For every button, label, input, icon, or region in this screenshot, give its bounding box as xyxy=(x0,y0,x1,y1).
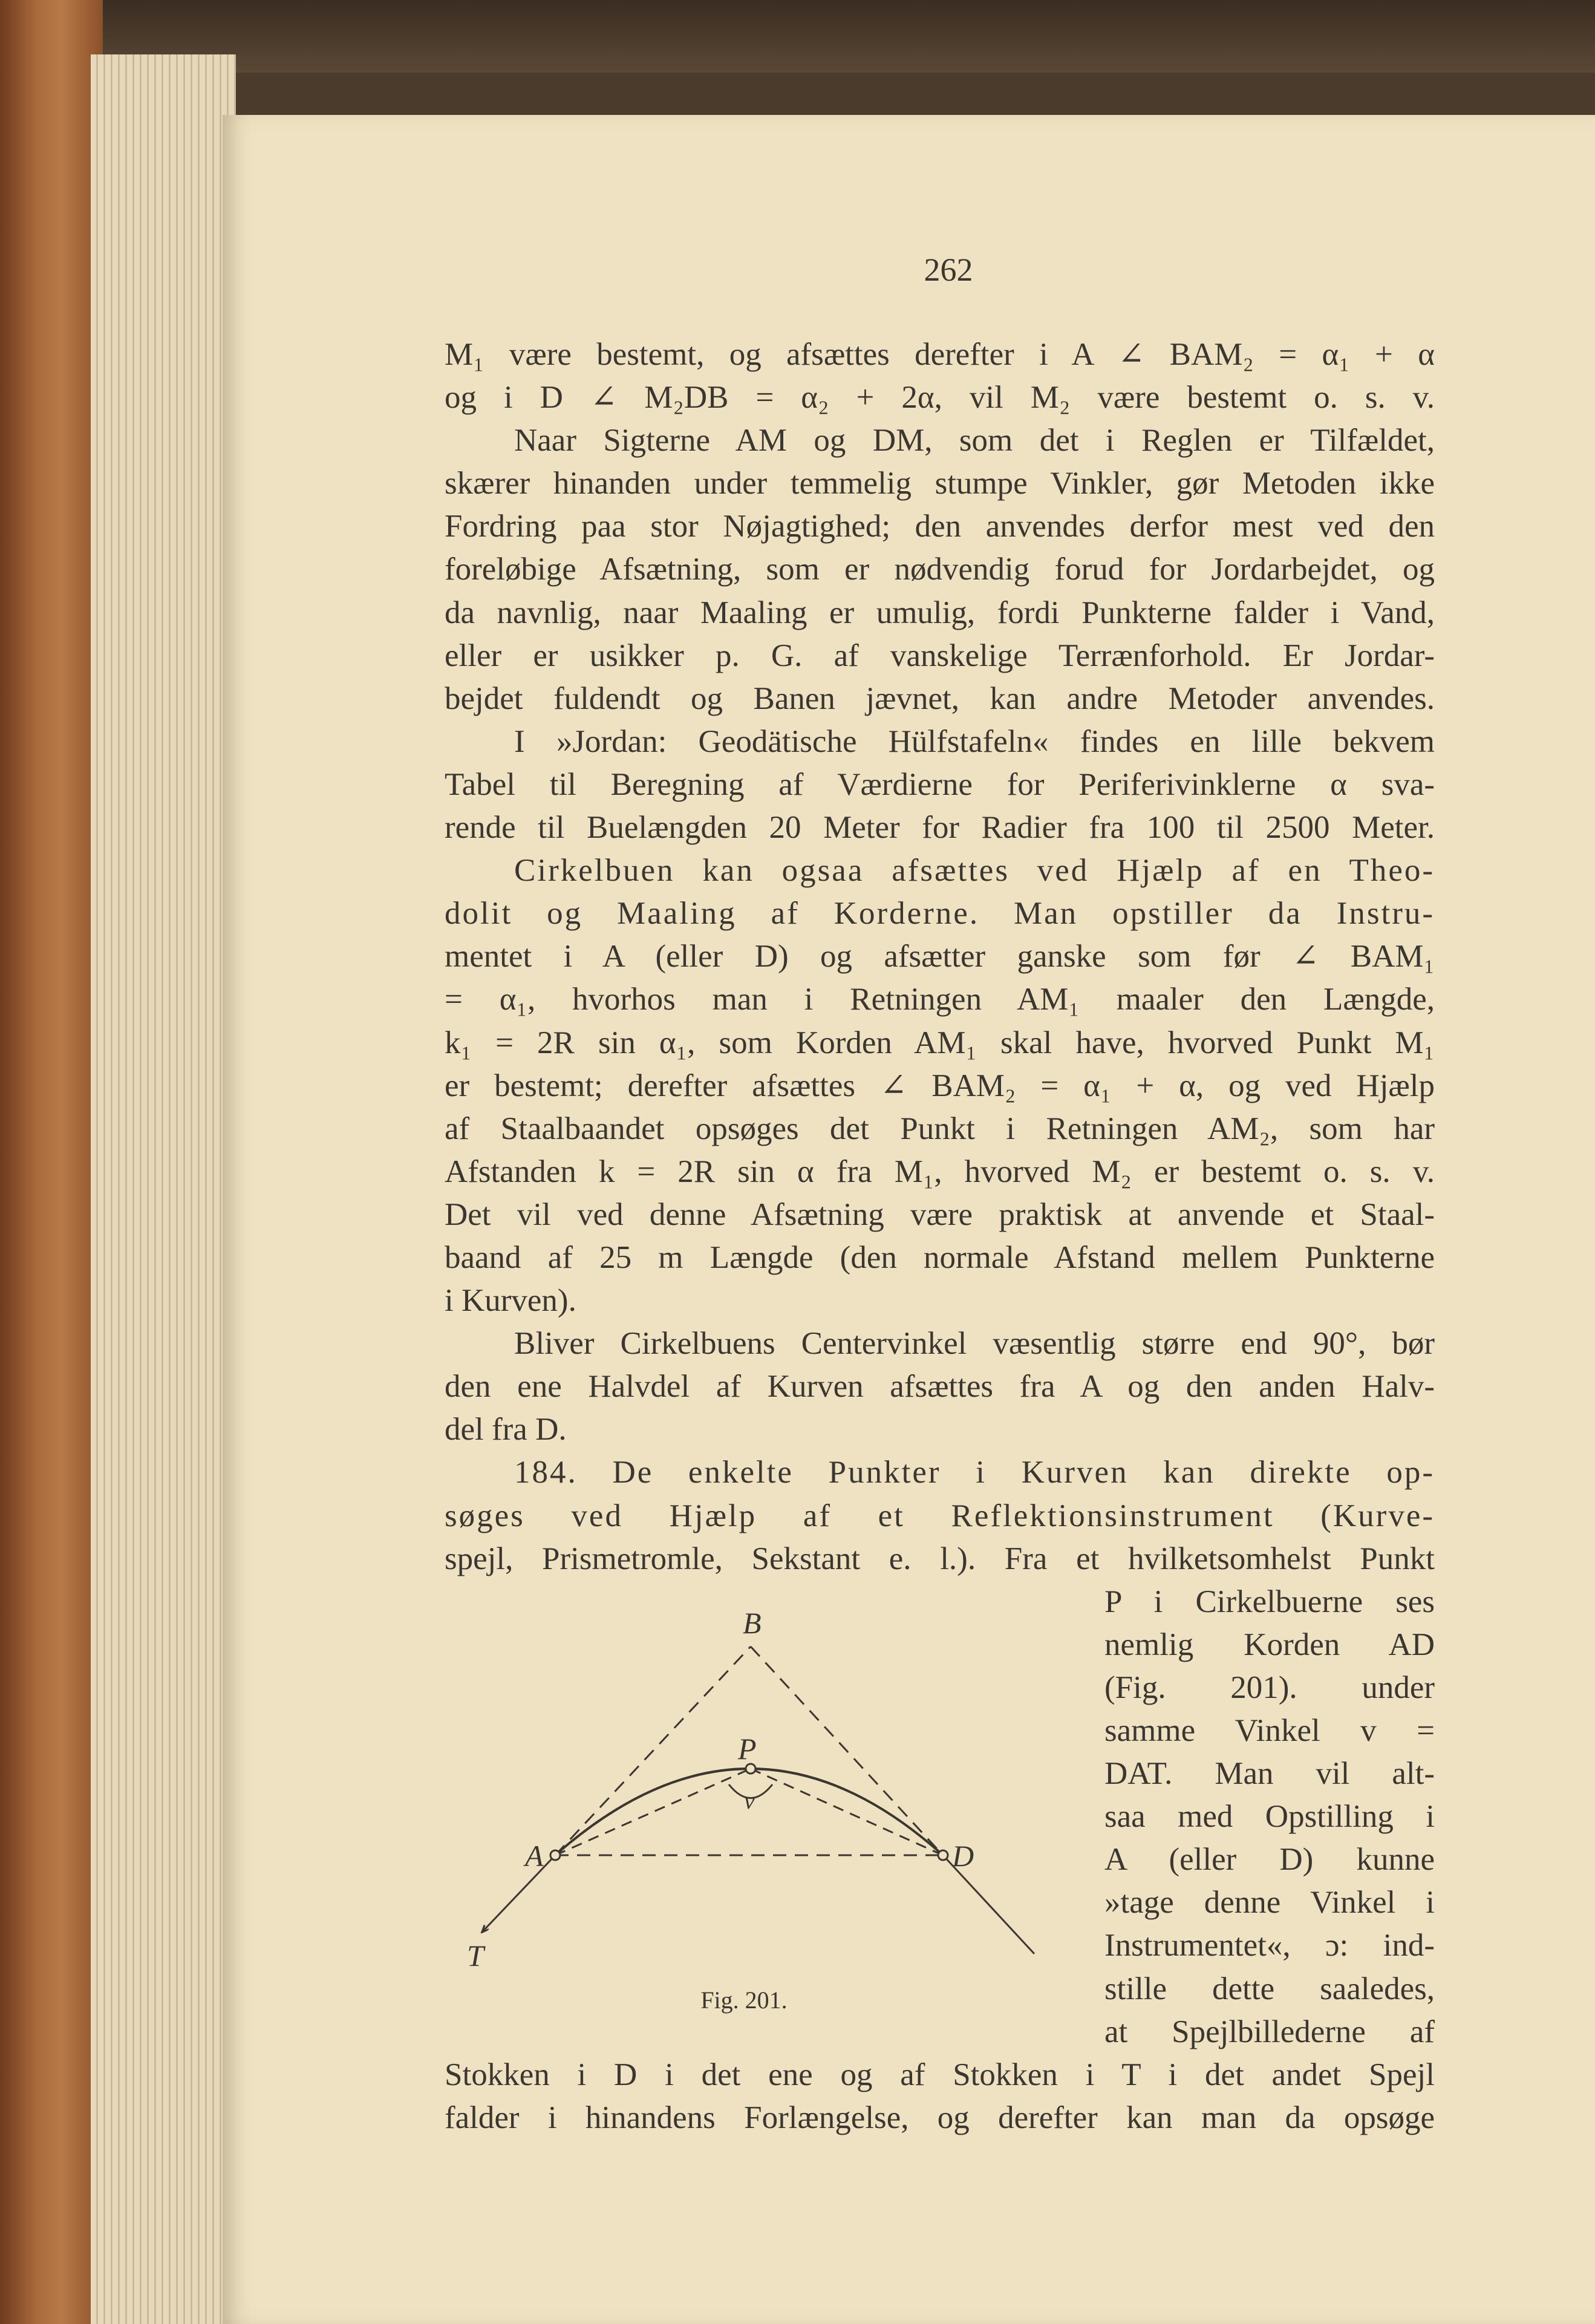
label-b: B xyxy=(743,1606,762,1640)
label-t: T xyxy=(467,1939,484,1973)
text-line: søges ved Hjælp af et Reflektionsinstrument (Kurve- xyxy=(445,1498,1435,1533)
text-line: DAT. Man vil alt- xyxy=(1104,1756,1435,1792)
tangent-line-ab xyxy=(555,1647,751,1855)
figure-201-diagram xyxy=(423,1573,1089,2032)
text-line: Naar Sigterne AM og DM, som det i Reglen er Tilfældet, xyxy=(514,423,1435,459)
text-line: stille dette saaledes, xyxy=(1104,1971,1435,2006)
label-d: D xyxy=(952,1839,974,1873)
text-line: Instrumentet«, ɔ: ind- xyxy=(1104,1928,1435,1963)
label-a: A xyxy=(525,1839,544,1873)
text-line: da navnlig, naar Maaling er umulig, fordi Punkterne falder i Vand, xyxy=(445,595,1435,630)
text-line: Fordring paa stor Nøjagtighed; den anvendes derfor mest ved den xyxy=(445,509,1435,544)
text-line: eller er usikker p. G. af vanskelige Terrænforhold. Er Jordar- xyxy=(445,638,1435,673)
text-line: skærer hinanden under temmelig stumpe Vinkler, gør Metoden ikke xyxy=(445,466,1435,501)
book-cover-edge xyxy=(0,0,103,2324)
text-line: i Kurven). xyxy=(445,1283,576,1319)
text-line: saa med Opstilling i xyxy=(1104,1799,1435,1835)
text-line: Afstanden k = 2R sin α fra M₁, hvorved M₂ er bestemt o. s. v. xyxy=(445,1154,1435,1189)
tangent-line-bd xyxy=(751,1647,943,1855)
text-line: = α₁, hvorhos man i Retningen AM₁ maaler den Længde, xyxy=(445,982,1435,1017)
page-stack-edges xyxy=(91,54,236,2324)
tangent-at xyxy=(483,1855,555,1931)
text-line: er bestemt; derefter afsættes ∠ BAM₂ = α₁ + α, og ved Hjælp xyxy=(445,1068,1435,1103)
label-v: v xyxy=(744,1787,755,1814)
chord-pd xyxy=(751,1769,943,1855)
point-a xyxy=(550,1850,560,1860)
text-line: A (eller D) kunne xyxy=(1104,1842,1435,1878)
text-line: Bliver Cirkelbuens Centervinkel væsentlig større end 90°, bør xyxy=(514,1326,1435,1362)
text-line: mentet i A (eller D) og afsætter ganske som før ∠ BAM₁ xyxy=(445,939,1435,974)
text-line: k₁ = 2R sin α₁, som Korden AM₁ skal have, hvorved Punkt M₁ xyxy=(445,1025,1435,1060)
text-line: falder i hinandens Forlængelse, og derefter kan man da opsøge xyxy=(445,2100,1435,2135)
figure-caption: Fig. 201. xyxy=(700,1986,788,2014)
label-p: P xyxy=(738,1732,757,1766)
text-line: bejdet fuldendt og Banen jævnet, kan andre Metoder anvendes. xyxy=(445,681,1435,716)
text-line: Det vil ved denne Afsætning være praktisk at anvende et Staal- xyxy=(445,1196,1435,1232)
text-line: og i D ∠ M₂DB = α₂ + 2α, vil M₂ være bestemt o. s. v. xyxy=(445,380,1435,416)
text-line: 184. De enkelte Punkter i Kurven kan direkte op- xyxy=(514,1455,1435,1490)
text-line: foreløbige Afsætning, som er nødvendig forud for Jordarbejdet, og xyxy=(445,552,1435,587)
text-line: nemlig Korden AD xyxy=(1104,1627,1435,1662)
text-line: »tage denne Vinkel i xyxy=(1104,1885,1435,1921)
text-line: samme Vinkel v = xyxy=(1104,1713,1435,1748)
text-line: Cirkelbuen kan ogsaa afsættes ved Hjælp af en Theo- xyxy=(514,853,1435,889)
text-line: P i Cirkelbuerne ses xyxy=(1104,1584,1435,1619)
text-line: M₁ være bestemt, og afsættes derefter i A ∠ BAM₂ = α₁ + α xyxy=(445,337,1435,372)
text-line: rende til Buelængden 20 Meter for Radier fra 100 til 2500 Meter. xyxy=(445,810,1435,846)
text-line: Tabel til Beregning af Værdierne for Periferivinklerne α sva- xyxy=(445,766,1435,802)
text-line: (Fig. 201). under xyxy=(1104,1670,1435,1705)
text-line: Stokken i D i det ene og af Stokken i T i det andet Spejl xyxy=(445,2057,1435,2092)
text-line: den ene Halvdel af Kurven afsættes fra A og den anden Halv- xyxy=(445,1369,1435,1405)
point-d xyxy=(938,1850,948,1860)
text-line: baand af 25 m Længde (den normale Afstand mellem Punkterne xyxy=(445,1239,1435,1275)
text-line: at Spejlbillederne af xyxy=(1104,2014,1435,2049)
page-number: 262 xyxy=(924,252,973,288)
text-line: spejl, Prismetromle, Sekstant e. l.). Fra et hvilketsomhelst Punkt xyxy=(445,1541,1435,1576)
text-line: af Staalbaandet opsøges det Punkt i Retningen AM₂, som har xyxy=(445,1111,1435,1146)
text-line: dolit og Maaling af Korderne. Man opstiller da Instru- xyxy=(445,896,1435,932)
chord-ap xyxy=(555,1769,751,1855)
book-top-edge xyxy=(0,0,1595,73)
text-line: del fra D. xyxy=(445,1412,567,1448)
text-line: I »Jordan: Geodätische Hülfstafeln« findes en lille bekvem xyxy=(514,723,1435,759)
